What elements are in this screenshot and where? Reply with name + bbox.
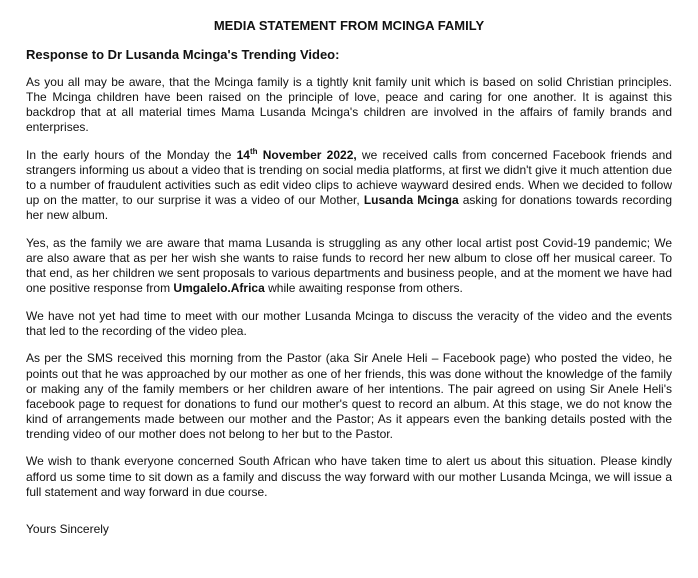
- p2-text-1: In the early hours of the Monday the: [26, 147, 237, 162]
- paragraph-pastor-sms: As per the SMS received this morning from the Pastor (aka Sir Anele Heli – Facebook page) who posted the video, he points out that he was approached by our mother as one of her friends, this was done without the knowledge of the family or making any of the family members or her children aware of her intentions. The pair agreed on using Sir Anele Heli's facebook page to request for donations to fund our mother's quest to record an album. At this stage, we do not know the kind of arrangements made between our mother and the Pastor; As it appears even the banking details posted with the trending video of our mother does not belong to her but to the Pastor.: [26, 351, 672, 441]
- date-highlight: [237, 148, 357, 162]
- statement-subtitle: Response to Dr Lusanda Mcinga's Trending Video:: [26, 47, 340, 62]
- p2-text-3: asking for donations towards recording her new album.: [26, 193, 673, 223]
- org-name: Umgalelo.Africa: [173, 281, 265, 296]
- paragraph-family-values: As you all may be aware, that the Mcinga family is a tightly knit family unit which is based on solid Christian principles. The Mcinga children have been raised on the principle of love, peace and caring for one another. It is against this backdrop that at all material times Mama Lusanda Mcinga's children are involved in the affairs of family brands and enterprises.: [26, 75, 672, 135]
- paragraph-thanks: We wish to thank everyone concerned South African who have taken time to alert us about this situation. Please kindly afford us some time to sit down as a family and discuss the way forward with our mother Lusanda Mcinga, we will issue a full statement and way forward in due course.: [26, 454, 672, 499]
- paragraph-video-discovery: [26, 148, 672, 223]
- paragraph-not-met: We have not yet had time to meet with our mother Lusanda Mcinga to discuss the veracity of the video and the events that led to the recording of the video plea.: [26, 308, 672, 338]
- statement-title: MEDIA STATEMENT FROM MCINGA FAMILY: [213, 18, 485, 33]
- p3-text-2: while awaiting response from others.: [264, 281, 463, 296]
- mother-name: Lusanda Mcinga: [363, 193, 459, 208]
- paragraph-album-funding: [26, 236, 672, 296]
- date-day: 14: [236, 147, 250, 162]
- p2-text-2: we received calls from concerned Facebook friends and strangers informing us about a video that is trending on social media platforms, at first we didn't give it much attention due to a number of fraudulent activities such as edit video clips to achieve wayward desired ends. When we decided to follow up on the matter, to our surprise it was a video of our Mother,: [26, 147, 673, 208]
- closing-signoff: Yours Sincerely: [26, 521, 109, 536]
- date-suffix: th: [249, 146, 258, 156]
- p3-text-1: Yes, as the family we are aware that mama Lusanda is struggling as any other local artist post Covid-19 pandemic; We are also aware that as per her wish she wants to raise funds to record her new album to close off her musical career. To that end, as her children we sent proposals to various departments and business people, and at the moment we have had one positive response from: [26, 235, 672, 296]
- date-rest: November 2022,: [257, 147, 357, 162]
